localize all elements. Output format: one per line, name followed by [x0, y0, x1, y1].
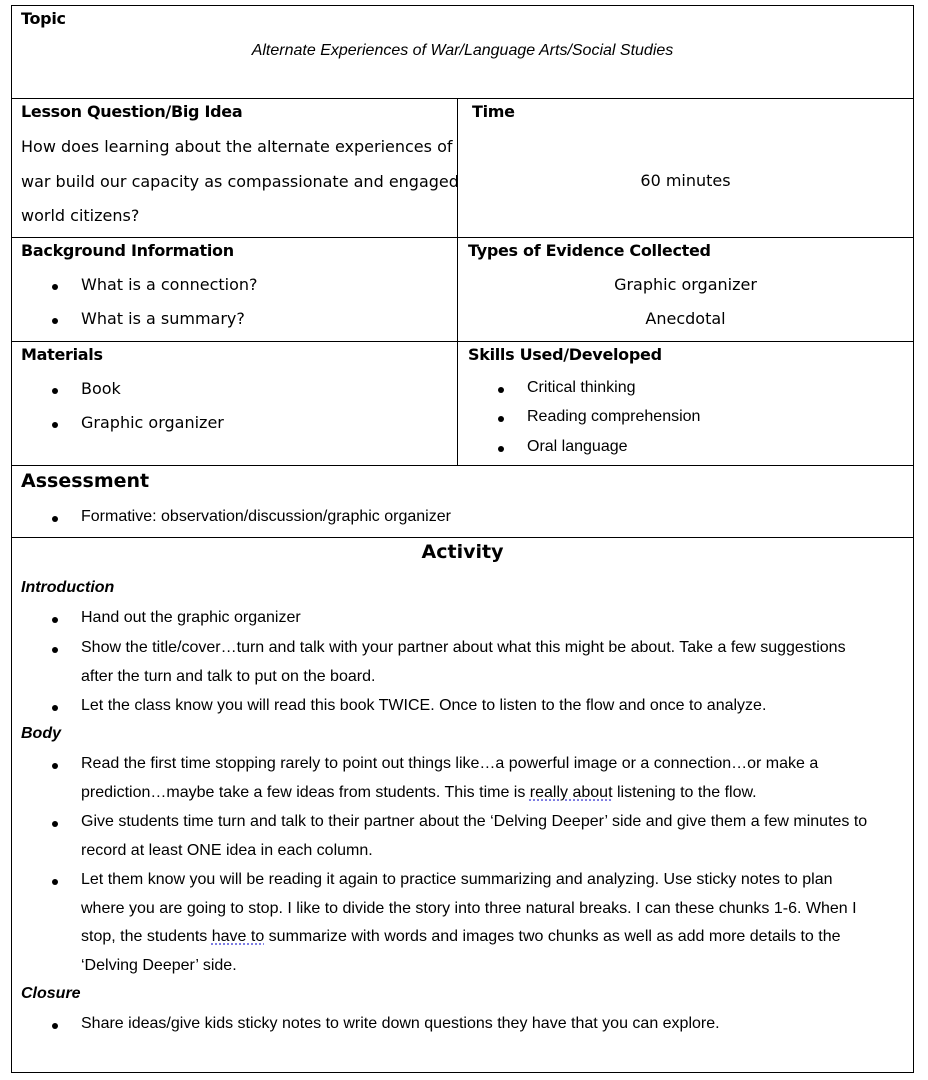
lesson-time-row: [12, 99, 913, 238]
bullet-icon: [52, 284, 58, 290]
topic-label: Topic: [21, 9, 66, 28]
time-value: 60 minutes: [640, 171, 731, 190]
intro-item-2-line-2: after the turn and talk to put on the board.: [81, 668, 376, 685]
body-item-3-line-2: where you are going to stop. I like to divide the story into three natural breaks. I can these chunks 1-6. When I: [81, 900, 857, 917]
assessment-item-1: Formative: observation/discussion/graphic organizer: [81, 508, 451, 525]
bullet-icon: [52, 879, 58, 885]
lesson-plan-table: [11, 5, 914, 1073]
intro-item-2-line-1: Show the title/cover…turn and talk with your partner about what this might be about. Take a few suggestions: [81, 639, 846, 656]
bullet-icon: [52, 763, 58, 769]
background-item-2: What is a summary?: [81, 309, 245, 328]
assessment-label: Assessment: [21, 470, 150, 492]
introduction-label: Introduction: [21, 579, 115, 596]
bullet-icon: [52, 821, 58, 827]
skills-label: Skills Used/Developed: [468, 345, 662, 364]
body-item-3-line-3: stop, the students have to summarize with words and images two chunks as well as add more details to the: [81, 928, 841, 945]
bullet-icon: [52, 647, 58, 653]
body-item-3-line-4: ‘Delving Deeper’ side.: [81, 957, 237, 974]
bullet-icon: [498, 387, 504, 393]
body-item-1-line-1: Read the first time stopping rarely to point out things like…a powerful image or a connection…or make a: [81, 755, 819, 772]
skills-item-2: Reading comprehension: [527, 408, 701, 425]
materials-label: Materials: [21, 345, 103, 364]
activity-title: Activity: [421, 541, 504, 563]
closure-label: Closure: [21, 985, 81, 1002]
intro-item-3: Let the class know you will read this book TWICE. Once to listen to the flow and once to analyze.: [81, 697, 767, 714]
assessment-row: [12, 466, 913, 538]
materials-item-2: Graphic organizer: [81, 413, 224, 432]
body-item-3-line-1: Let them know you will be reading it again to practice summarizing and analyzing. Use sticky notes to plan: [81, 871, 833, 888]
bullet-icon: [52, 388, 58, 394]
lesson-question-line-3: world citizens?: [21, 206, 140, 225]
body-item-1-line-2: prediction…maybe take a few ideas from students. This time is really about listening to the flow.: [81, 784, 757, 801]
skills-item-3: Oral language: [527, 438, 628, 455]
background-evidence-row: [12, 238, 913, 342]
body-label: Body: [21, 725, 61, 742]
topic-value: Alternate Experiences of War/Language Arts/Social Studies: [251, 42, 674, 59]
evidence-label: Types of Evidence Collected: [468, 241, 711, 260]
bullet-icon: [498, 446, 504, 452]
lesson-question-label: Lesson Question/Big Idea: [21, 102, 243, 121]
intro-item-1: Hand out the graphic organizer: [81, 609, 301, 626]
bullet-icon: [52, 1023, 58, 1029]
body-item-2-line-1: Give students time turn and talk to their partner about the ‘Delving Deeper’ side and give them a few minutes to: [81, 813, 868, 830]
background-item-1: What is a connection?: [81, 275, 258, 294]
bullet-icon: [52, 516, 58, 522]
skills-item-1: Critical thinking: [527, 379, 636, 396]
materials-item-1: Book: [81, 379, 121, 398]
materials-skills-row: [12, 342, 913, 466]
time-label: Time: [472, 102, 515, 121]
lesson-question-line-1: How does learning about the alternate experiences of: [21, 137, 453, 156]
bullet-icon: [52, 318, 58, 324]
closure-item-1: Share ideas/give kids sticky notes to write down questions they have that you can explore.: [81, 1015, 720, 1032]
bullet-icon: [52, 705, 58, 711]
evidence-item-1: Graphic organizer: [614, 275, 757, 294]
bullet-icon: [52, 422, 58, 428]
activity-row: [12, 538, 913, 1072]
bullet-icon: [52, 617, 58, 623]
evidence-item-2: Anecdotal: [645, 309, 726, 328]
lesson-question-line-2: war build our capacity as compassionate and engaged: [21, 172, 459, 191]
body-item-2-line-2: record at least ONE idea in each column.: [81, 842, 373, 859]
background-label: Background Information: [21, 241, 234, 260]
bullet-icon: [498, 416, 504, 422]
topic-row: [12, 6, 913, 99]
